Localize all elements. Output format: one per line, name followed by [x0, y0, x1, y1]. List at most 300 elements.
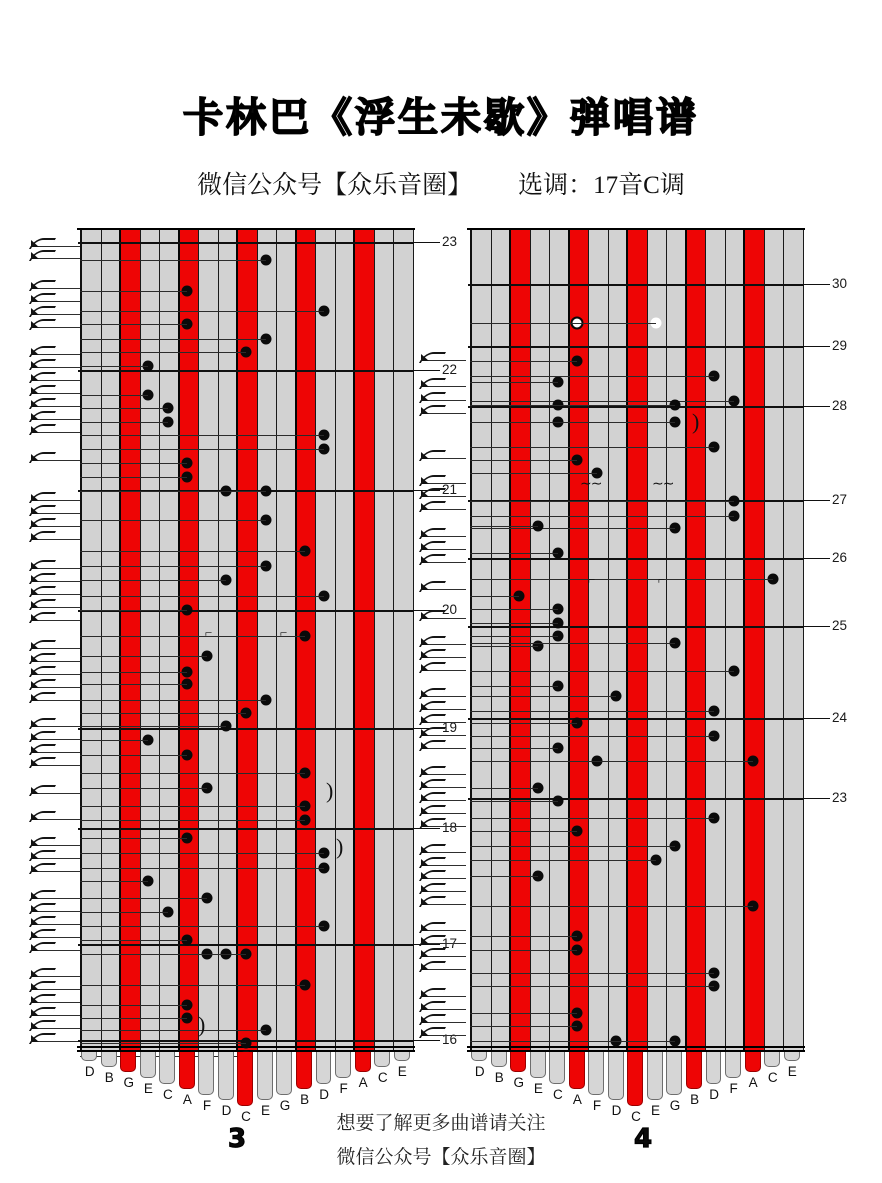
- slur-mark: ): [336, 834, 344, 859]
- tine-label-16: E: [397, 1064, 407, 1080]
- grid-column-d-7: [609, 228, 629, 1050]
- beat-flag-mark: [422, 549, 466, 550]
- beat-flag-mark: [32, 406, 80, 407]
- staff-cap-rule: [467, 228, 805, 230]
- beat-flag-mark: [32, 246, 80, 247]
- tine-label-3: E: [143, 1081, 153, 1096]
- note-lead-line: [80, 820, 305, 821]
- beat-flag-mark: [422, 562, 466, 563]
- tine-c-8[interactable]: [627, 1052, 643, 1106]
- note-lead-line: [470, 401, 734, 402]
- tab-grid-right: [470, 228, 848, 1124]
- beat-flag-mark: [422, 644, 466, 645]
- note-lead-line: [470, 646, 538, 647]
- measure-line: [78, 944, 414, 946]
- note-lead-line: [470, 736, 714, 737]
- beat-flag-mark: [422, 826, 466, 827]
- beat-flag-mark: [32, 419, 80, 420]
- beat-flag-mark: [422, 1009, 466, 1010]
- measure-tick: [804, 558, 830, 559]
- tine-label-9: E: [261, 1103, 271, 1119]
- note-lead-line: [80, 551, 305, 552]
- note-lead-line: [470, 936, 577, 937]
- note-lead-line: [470, 906, 753, 907]
- beat-flag-mark: [422, 670, 466, 671]
- note-lead-line: [470, 950, 577, 951]
- note-lead-line: [470, 323, 656, 324]
- beat-flag-mark: [32, 327, 80, 328]
- note-lead-line: [470, 846, 675, 847]
- grid-column-g-2: [511, 228, 531, 1050]
- page-header: [0, 0, 882, 201]
- beat-flag-mark: [32, 898, 80, 899]
- beat-flag-mark: [32, 687, 80, 688]
- beat-flag-mark: [422, 400, 466, 401]
- note-lead-line: [80, 656, 207, 657]
- tine-b-1[interactable]: [101, 1052, 117, 1067]
- beat-flag-mark: [32, 924, 80, 925]
- measure-number: 25: [832, 618, 848, 633]
- note-lead-line: [470, 748, 558, 749]
- grace-note-mark: ⌐: [205, 625, 213, 640]
- grid-column-e-3: [531, 228, 551, 1050]
- measure-line: [468, 346, 804, 348]
- beat-flag-mark: [422, 360, 466, 361]
- note-lead-line: [470, 376, 714, 377]
- page-number-left: 3: [228, 1124, 247, 1154]
- beat-flag-mark: [32, 432, 80, 433]
- tine-label-4: C: [163, 1086, 173, 1102]
- tine-d-12[interactable]: [706, 1052, 722, 1084]
- tine-b-11[interactable]: [686, 1052, 702, 1089]
- beat-flag-mark: [32, 765, 80, 766]
- beat-flag-mark: [422, 800, 466, 801]
- beat-flag-mark: [32, 1028, 80, 1029]
- tine-label-3: E: [533, 1081, 543, 1096]
- beat-flag-mark: [32, 301, 80, 302]
- note-lead-line: [80, 713, 246, 714]
- tine-c-8[interactable]: [237, 1052, 253, 1106]
- note-lead-line: [80, 684, 187, 685]
- beat-flag-mark: [32, 526, 80, 527]
- beat-flag-mark: [422, 813, 466, 814]
- tine-g-2[interactable]: [510, 1052, 526, 1072]
- tine-label-16: E: [787, 1064, 797, 1080]
- tine-label-5: A: [572, 1092, 582, 1108]
- tine-label-13: F: [339, 1081, 348, 1096]
- measure-tick: [414, 242, 440, 243]
- tab-panel-left: [80, 228, 458, 1124]
- note-lead-line: [80, 324, 187, 325]
- note-lead-line: [80, 926, 324, 927]
- note-lead-line: [80, 672, 187, 673]
- beat-flag-mark: [422, 956, 466, 957]
- tine-c-4[interactable]: [549, 1052, 565, 1084]
- tine-label-12: D: [709, 1086, 719, 1102]
- note-lead-line: [470, 526, 538, 527]
- note-lead-line: [470, 405, 675, 406]
- tine-a-5[interactable]: [569, 1052, 585, 1089]
- beat-flag-mark: [422, 969, 466, 970]
- note-lead-line: [80, 395, 148, 396]
- beat-flag-mark: [422, 386, 466, 387]
- beat-flag-mark: [32, 380, 80, 381]
- beat-flag-mark: [32, 620, 80, 621]
- staff-cap-rule: [467, 1046, 805, 1048]
- beat-flag-mark: [422, 496, 466, 497]
- beat-flag-mark: [422, 943, 466, 944]
- grid-column-b-11: [687, 228, 707, 1050]
- tine-d-12[interactable]: [316, 1052, 332, 1084]
- tine-e-3[interactable]: [140, 1052, 156, 1078]
- beat-flag-mark: [32, 858, 80, 859]
- measure-line: [468, 626, 804, 628]
- measure-number: 16: [442, 1032, 458, 1047]
- beat-flag-mark: [422, 657, 466, 658]
- beat-flag-mark: [32, 752, 80, 753]
- tine-g-10[interactable]: [666, 1052, 682, 1095]
- tine-label-7: D: [221, 1103, 232, 1119]
- note-lead-line: [470, 1026, 577, 1027]
- beat-flag-mark: [32, 648, 80, 649]
- beat-flag-mark: [422, 413, 466, 414]
- beat-flag-mark: [422, 904, 466, 905]
- beat-flag-mark: [32, 700, 80, 701]
- tine-e-9[interactable]: [257, 1052, 273, 1100]
- tine-label-2: G: [513, 1075, 525, 1091]
- slur-mark: ): [692, 409, 700, 434]
- beat-flag-mark: [32, 950, 80, 951]
- beat-flag-mark: [32, 539, 80, 540]
- note-lead-line: [80, 1005, 187, 1006]
- beat-flag-mark: [422, 696, 466, 697]
- tine-d-7[interactable]: [218, 1052, 234, 1100]
- note-lead-line: [470, 671, 734, 672]
- beat-flag-mark: [32, 976, 80, 977]
- tine-label-11: B: [690, 1092, 700, 1108]
- note-lead-line: [470, 723, 577, 724]
- note-lead-line: [80, 1030, 266, 1031]
- measure-number: 19: [442, 720, 458, 735]
- measure-tick: [804, 500, 830, 501]
- tine-label-1: B: [104, 1069, 114, 1085]
- tine-b-11[interactable]: [296, 1052, 312, 1089]
- beat-flag-mark: [32, 513, 80, 514]
- measure-number: 22: [442, 362, 458, 377]
- note-lead-line: [80, 898, 207, 899]
- note-lead-line: [80, 636, 305, 637]
- note-lead-line: [80, 435, 324, 436]
- measure-tick: [804, 406, 830, 407]
- grid-column-a-5: [570, 228, 590, 1050]
- measure-line: [468, 284, 804, 286]
- note-lead-line: [470, 422, 675, 423]
- beat-flag-mark: [422, 891, 466, 892]
- note-lead-line: [470, 973, 714, 974]
- note-lead-line: [80, 596, 324, 597]
- beat-flag-mark: [32, 1015, 80, 1016]
- tine-f-6[interactable]: [198, 1052, 214, 1095]
- tine-label-10: G: [669, 1097, 681, 1113]
- grid-column-b-1: [492, 228, 512, 1050]
- measure-line: [78, 728, 414, 730]
- beat-flag-mark: [422, 852, 466, 853]
- measure-tick: [804, 346, 830, 347]
- note-lead-line: [470, 361, 577, 362]
- beat-flag-mark: [32, 726, 80, 727]
- tine-f-6[interactable]: [588, 1052, 604, 1095]
- grid-column-f-13: [726, 228, 746, 1050]
- tine-e-3[interactable]: [530, 1052, 546, 1078]
- note-lead-line: [80, 352, 246, 353]
- note-lead-line: [470, 501, 734, 502]
- beat-flag-mark: [422, 996, 466, 997]
- tine-label-7: D: [611, 1103, 622, 1119]
- beat-flag-mark: [32, 594, 80, 595]
- note-lead-line: [80, 954, 246, 955]
- measure-tick: [414, 1040, 440, 1041]
- beat-flag-mark: [422, 748, 466, 749]
- measure-line: [468, 406, 804, 408]
- beat-flag-mark: [32, 314, 80, 315]
- note-lead-line: [80, 463, 187, 464]
- beat-flag-mark: [422, 735, 466, 736]
- tine-label-8: C: [241, 1109, 251, 1124]
- grid-column-c-15: [765, 228, 785, 1050]
- tine-f-13[interactable]: [725, 1052, 741, 1078]
- note-lead-line: [470, 686, 558, 687]
- note-lead-line: [470, 711, 714, 712]
- beat-flag-mark: [32, 258, 80, 259]
- note-lead-line: [80, 773, 305, 774]
- note-lead-line: [80, 339, 266, 340]
- tine-label-0: D: [84, 1064, 95, 1080]
- beat-flag-mark: [32, 937, 80, 938]
- measure-number: 24: [832, 710, 848, 725]
- measure-number: 17: [442, 936, 458, 951]
- note-lead-line: [80, 940, 187, 941]
- beat-flag-mark: [422, 865, 466, 866]
- note-lead-line: [80, 1043, 246, 1044]
- beat-flag-mark: [32, 1041, 80, 1042]
- staff-cap-rule: [77, 228, 415, 230]
- beat-flag-mark: [422, 589, 466, 590]
- grid-column-c-15: [375, 228, 395, 1050]
- grace-note-mark: ⌐: [658, 572, 666, 587]
- note-lead-line: [470, 696, 616, 697]
- note-lead-line: [80, 985, 305, 986]
- note-lead-line: [80, 853, 324, 854]
- beat-flag-mark: [422, 930, 466, 931]
- beat-flag-mark: [422, 787, 466, 788]
- note-lead-line: [80, 566, 266, 567]
- grid-column-c-8: [628, 228, 648, 1050]
- beat-flag-mark: [32, 367, 80, 368]
- beat-flag-mark: [32, 661, 80, 662]
- note-lead-line: [470, 643, 675, 644]
- note-lead-line: [80, 477, 187, 478]
- measure-line: [468, 558, 804, 560]
- tine-d-7[interactable]: [608, 1052, 624, 1100]
- note-lead-line: [80, 520, 266, 521]
- measure-number: 30: [832, 276, 848, 291]
- note-lead-line: [80, 868, 324, 869]
- tine-b-1[interactable]: [491, 1052, 507, 1067]
- grid-column-f-13: [336, 228, 356, 1050]
- measure-tick: [804, 284, 830, 285]
- beat-flag-mark: [32, 568, 80, 569]
- measure-tick: [804, 798, 830, 799]
- beat-flag-mark: [32, 354, 80, 355]
- tine-label-8: C: [631, 1109, 641, 1124]
- measure-number: 28: [832, 398, 848, 413]
- tine-a-5[interactable]: [179, 1052, 195, 1089]
- tine-d-0[interactable]: [81, 1052, 97, 1061]
- tine-label-15: C: [767, 1069, 778, 1085]
- note-lead-line: [470, 553, 558, 554]
- tine-d-0[interactable]: [471, 1052, 487, 1061]
- beat-flag-mark: [32, 911, 80, 912]
- note-lead-line: [80, 881, 148, 882]
- note-lead-line: [470, 1013, 577, 1014]
- tine-label-4: C: [553, 1086, 563, 1102]
- beat-flag-mark: [422, 509, 466, 510]
- tine-g-2[interactable]: [120, 1052, 136, 1072]
- beat-flag-mark: [32, 739, 80, 740]
- measure-line: [78, 828, 414, 830]
- note-lead-line: [470, 761, 753, 762]
- note-lead-line: [470, 516, 734, 517]
- note-lead-line: [470, 986, 714, 987]
- grid-column-a-14: [745, 228, 765, 1050]
- beat-flag-mark: [32, 288, 80, 289]
- measure-number: 18: [442, 820, 458, 835]
- tine-label-0: D: [474, 1064, 485, 1080]
- note-lead-line: [80, 260, 266, 261]
- tine-g-10[interactable]: [276, 1052, 292, 1095]
- note-lead-line: [470, 636, 558, 637]
- tab-grid-left: [80, 228, 458, 1124]
- grace-note-mark: ⌐: [588, 572, 596, 587]
- note-lead-line: [470, 596, 519, 597]
- note-lead-line: [80, 408, 168, 409]
- tine-a-14[interactable]: [355, 1052, 371, 1072]
- tine-a-14[interactable]: [745, 1052, 761, 1072]
- note-lead-line: [80, 755, 187, 756]
- page-number-right: 4: [634, 1124, 653, 1154]
- footer-line-2: 微信公众号【众乐音圈】: [336, 1147, 546, 1168]
- note-lead-line: [470, 473, 597, 474]
- grid-column-a-14: [355, 228, 375, 1050]
- beat-flag-mark: [32, 674, 80, 675]
- beat-flag-mark: [422, 458, 466, 459]
- trill-mark: ∼∼: [652, 477, 674, 492]
- beat-flag-mark: [422, 1035, 466, 1036]
- tine-label-15: C: [377, 1069, 388, 1085]
- note-grid: [470, 228, 802, 1050]
- beat-flag-mark: [32, 819, 80, 820]
- beat-flag-mark: [32, 871, 80, 872]
- beat-flag-mark: [32, 581, 80, 582]
- tine-label-14: A: [748, 1075, 758, 1091]
- note-lead-line: [80, 806, 305, 807]
- beat-flag-mark: [422, 483, 466, 484]
- measure-tick: [414, 370, 440, 371]
- note-lead-line: [80, 912, 168, 913]
- tine-label-12: D: [319, 1086, 329, 1102]
- measure-tick: [804, 718, 830, 719]
- measure-line: [468, 718, 804, 720]
- note-lead-line: [470, 579, 773, 580]
- note-lead-line: [470, 818, 714, 819]
- tine-e-9[interactable]: [647, 1052, 663, 1100]
- note-lead-line: [470, 831, 577, 832]
- measure-number: 21: [442, 482, 458, 497]
- grid-column-e-16: [784, 228, 804, 1050]
- measure-number: 23: [442, 234, 458, 249]
- tine-label-9: E: [651, 1103, 661, 1119]
- tab-panel-right: [470, 228, 848, 1124]
- tuning-label: 选调：17音C调: [518, 172, 685, 199]
- beat-flag-mark: [32, 607, 80, 608]
- slur-mark: ): [326, 778, 334, 803]
- measure-tick: [804, 626, 830, 627]
- note-lead-line: [80, 610, 187, 611]
- note-lead-line: [80, 788, 207, 789]
- beat-flag-mark: [422, 536, 466, 537]
- note-lead-line: [80, 422, 168, 423]
- wechat-account-label: 微信公众号【众乐音圈】: [197, 172, 473, 199]
- measure-number: 26: [832, 550, 848, 565]
- tine-c-4[interactable]: [159, 1052, 175, 1084]
- measure-number: 23: [832, 790, 848, 805]
- note-lead-line: [470, 1041, 675, 1042]
- tine-f-13[interactable]: [335, 1052, 351, 1078]
- measure-number: 20: [442, 602, 458, 617]
- note-lead-line: [470, 382, 558, 383]
- tine-e-16[interactable]: [394, 1052, 410, 1061]
- tine-label-6: F: [202, 1097, 212, 1113]
- note-lead-line: [80, 291, 187, 292]
- beat-flag-mark: [32, 845, 80, 846]
- grid-column-e-9: [648, 228, 668, 1050]
- beat-flag-mark: [422, 709, 466, 710]
- measure-line: [78, 242, 414, 244]
- tine-label-13: F: [729, 1081, 738, 1096]
- tine-label-5: A: [182, 1092, 192, 1108]
- tine-label-2: G: [123, 1075, 135, 1091]
- footer-line-1: 想要了解更多曲谱请关注: [336, 1113, 546, 1134]
- note-lead-line: [80, 491, 266, 492]
- tine-label-6: F: [592, 1097, 602, 1113]
- note-lead-line: [470, 801, 558, 802]
- beat-flag-mark: [422, 774, 466, 775]
- tine-c-15[interactable]: [764, 1052, 780, 1067]
- note-lead-line: [80, 366, 148, 367]
- tine-e-16[interactable]: [784, 1052, 800, 1061]
- tine-c-15[interactable]: [374, 1052, 390, 1067]
- beat-flag-mark: [32, 393, 80, 394]
- note-lead-line: [80, 311, 324, 312]
- measure-number: 27: [832, 492, 848, 507]
- page-footer: [0, 1108, 882, 1168]
- measure-line: [468, 798, 804, 800]
- beat-flag-mark: [32, 500, 80, 501]
- grid-column-d-12: [706, 228, 726, 1050]
- note-lead-line: [80, 740, 148, 741]
- note-lead-line: [80, 838, 187, 839]
- tine-label-10: G: [279, 1097, 291, 1113]
